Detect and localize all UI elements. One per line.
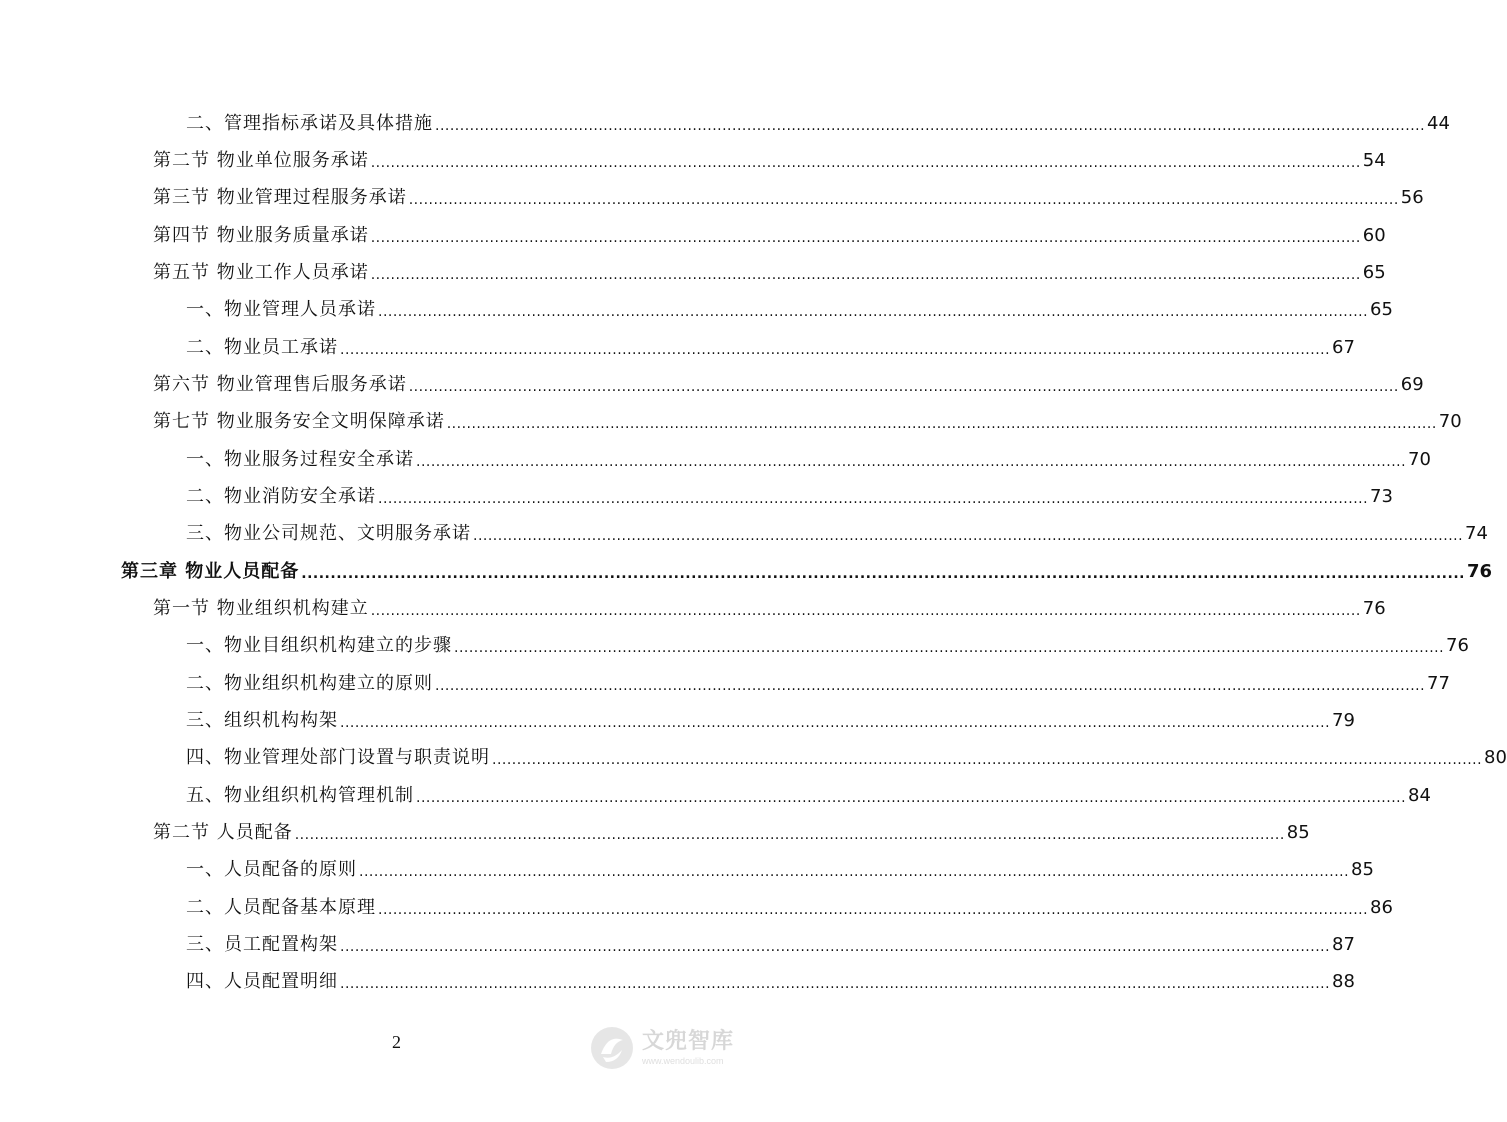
toc-entry-title: 一、人员配备的原则 (186, 859, 357, 880)
toc-entry-title: 第六节 物业管理售后服务承诺 (153, 374, 407, 395)
toc-leader-dots: ........................................................................................................................................................................................................ (408, 379, 1399, 395)
toc-entry[interactable] (153, 592, 1386, 620)
toc-entry-title: 一、物业服务过程安全承诺 (186, 449, 414, 470)
toc-leader-dots: ........................................................................................................................................................................................................ (370, 230, 1361, 246)
toc-entry[interactable] (186, 891, 1393, 919)
toc-leader-dots: ........................................................................................................................................................................................................ (416, 454, 1407, 470)
toc-entry-page: 65 (1362, 262, 1386, 283)
toc-leader-dots: ........................................................................................................................................................................................................ (408, 192, 1399, 208)
toc-leader-dots: ........................................................................................................................................................................................................ (492, 752, 1483, 768)
toc-entry[interactable] (186, 704, 1355, 732)
toc-entry[interactable] (153, 144, 1386, 172)
toc-entry[interactable] (186, 779, 1431, 807)
page-number: 2 (392, 1032, 401, 1052)
toc-entry-page: 73 (1370, 486, 1393, 507)
toc-entry-title: 第七节 物业服务安全文明保障承诺 (153, 411, 445, 432)
toc-leader-dots: ........................................................................................................................................................................................................ (340, 342, 1331, 358)
toc-entry-page: 76 (1362, 598, 1386, 619)
toc-entry[interactable] (186, 965, 1355, 993)
toc-entry-title: 一、物业目组织机构建立的步骤 (186, 635, 452, 656)
toc-entry[interactable] (186, 443, 1431, 471)
toc-entry-title: 第四节 物业服务质量承诺 (153, 225, 369, 246)
toc-entry-page: 87 (1332, 934, 1355, 955)
toc-entry-title: 第三节 物业管理过程服务承诺 (153, 187, 407, 208)
toc-entry[interactable] (186, 107, 1450, 135)
toc-entry-page: 76 (1466, 561, 1493, 582)
toc-entry-title: 第五节 物业工作人员承诺 (153, 262, 369, 283)
toc-entry-page: 85 (1351, 859, 1374, 880)
toc-entry[interactable] (153, 256, 1386, 284)
toc-leader-dots: ........................................................................................................................................................................................................ (301, 566, 1465, 582)
toc-leader-dots: ........................................................................................................................................................................................................ (435, 678, 1426, 694)
toc-entry[interactable] (186, 853, 1374, 881)
toc-entry-page: 60 (1362, 225, 1386, 246)
toc-entry-page: 86 (1370, 897, 1393, 918)
toc-entry-page: 44 (1427, 113, 1450, 134)
toc-leader-dots: ........................................................................................................................................................................................................ (416, 790, 1407, 806)
toc-entry[interactable] (153, 816, 1310, 844)
toc-leader-dots: ........................................................................................................................................................................................................ (370, 267, 1361, 283)
toc-entry[interactable] (153, 219, 1386, 247)
toc-entry-title: 第一节 物业组织机构建立 (153, 598, 369, 619)
toc-entry-title: 第二节 物业单位服务承诺 (153, 150, 369, 171)
toc-entry[interactable] (186, 517, 1488, 545)
toc-entry[interactable] (121, 555, 1493, 583)
toc-entry-page: 70 (1408, 449, 1431, 470)
toc-entry-title: 五、物业组织机构管理机制 (186, 785, 414, 806)
toc-entry-title: 二、人员配备基本原理 (186, 897, 376, 918)
toc-leader-dots: ........................................................................................................................................................................................................ (378, 491, 1369, 507)
toc-entry-page: 77 (1427, 673, 1450, 694)
toc-entry[interactable] (153, 368, 1424, 396)
toc-entry-title: 三、员工配置构架 (186, 934, 338, 955)
watermark-text (642, 1029, 734, 1067)
toc-leader-dots: ........................................................................................................................................................................................................ (340, 976, 1331, 992)
toc-entry[interactable] (186, 293, 1393, 321)
toc-leader-dots: ........................................................................................................................................................................................................ (435, 118, 1426, 134)
toc-entry-page: 84 (1408, 785, 1431, 806)
toc-entry[interactable] (186, 480, 1393, 508)
toc-entry-page: 70 (1438, 411, 1462, 432)
watermark-name: 文兜智库 (642, 1029, 735, 1054)
toc-entry-title: 三、物业公司规范、文明服务承诺 (186, 523, 471, 544)
toc-leader-dots: ........................................................................................................................................................................................................ (473, 528, 1464, 544)
watermark (588, 1020, 768, 1076)
toc-leader-dots: ........................................................................................................................................................................................................ (370, 155, 1361, 171)
toc-entry-title: 一、物业管理人员承诺 (186, 299, 376, 320)
toc-entry[interactable] (186, 928, 1355, 956)
toc-leader-dots: ........................................................................................................................................................................................................ (378, 902, 1369, 918)
toc-entry-page: 54 (1362, 150, 1386, 171)
toc-entry-title: 四、物业管理处部门设置与职责说明 (186, 747, 490, 768)
toc-entry-page: 80 (1484, 747, 1507, 768)
toc-leader-dots: ........................................................................................................................................................................................................ (340, 715, 1331, 731)
watermark-url: www.wendoulib.com (642, 1056, 724, 1066)
toc-entry-title: 二、物业消防安全承诺 (186, 486, 376, 507)
toc-entry-title: 第二节 人员配备 (153, 822, 293, 843)
toc-entry[interactable] (186, 331, 1355, 359)
toc-leader-dots: ........................................................................................................................................................................................................ (370, 603, 1361, 619)
toc-leader-dots: ........................................................................................................................................................................................................ (359, 864, 1350, 880)
toc-entry-page: 88 (1332, 971, 1355, 992)
toc-entry-page: 74 (1465, 523, 1488, 544)
toc-entry[interactable] (186, 741, 1507, 769)
toc-entry-page: 56 (1400, 187, 1424, 208)
toc-leader-dots: ........................................................................................................................................................................................................ (446, 416, 1437, 432)
toc-entry[interactable] (186, 629, 1469, 657)
toc-entry-title: 四、人员配置明细 (186, 971, 338, 992)
toc-entry-page: 67 (1332, 337, 1355, 358)
toc-entry-title: 三、组织机构构架 (186, 710, 338, 731)
toc-leader-dots: ........................................................................................................................................................................................................ (454, 640, 1445, 656)
toc-entry-title: 第三章 物业人员配备 (121, 561, 300, 582)
toc-entry-title: 二、物业员工承诺 (186, 337, 338, 358)
toc-entry-title: 二、管理指标承诺及具体措施 (186, 113, 433, 134)
toc-entry-page: 85 (1286, 822, 1310, 843)
toc-entry[interactable] (186, 667, 1450, 695)
toc-entry[interactable] (153, 181, 1424, 209)
toc-entry-page: 79 (1332, 710, 1355, 731)
toc-entry[interactable] (153, 405, 1462, 433)
toc-leader-dots: ........................................................................................................................................................................................................ (378, 304, 1369, 320)
wendou-logo-icon (588, 1024, 636, 1072)
toc-entry-page: 76 (1446, 635, 1469, 656)
toc-entry-page: 65 (1370, 299, 1393, 320)
toc-leader-dots: ........................................................................................................................................................................................................ (340, 939, 1331, 955)
toc-entry-title: 二、物业组织机构建立的原则 (186, 673, 433, 694)
toc-leader-dots: ........................................................................................................................................................................................................ (294, 827, 1285, 843)
toc-entry-page: 69 (1400, 374, 1424, 395)
